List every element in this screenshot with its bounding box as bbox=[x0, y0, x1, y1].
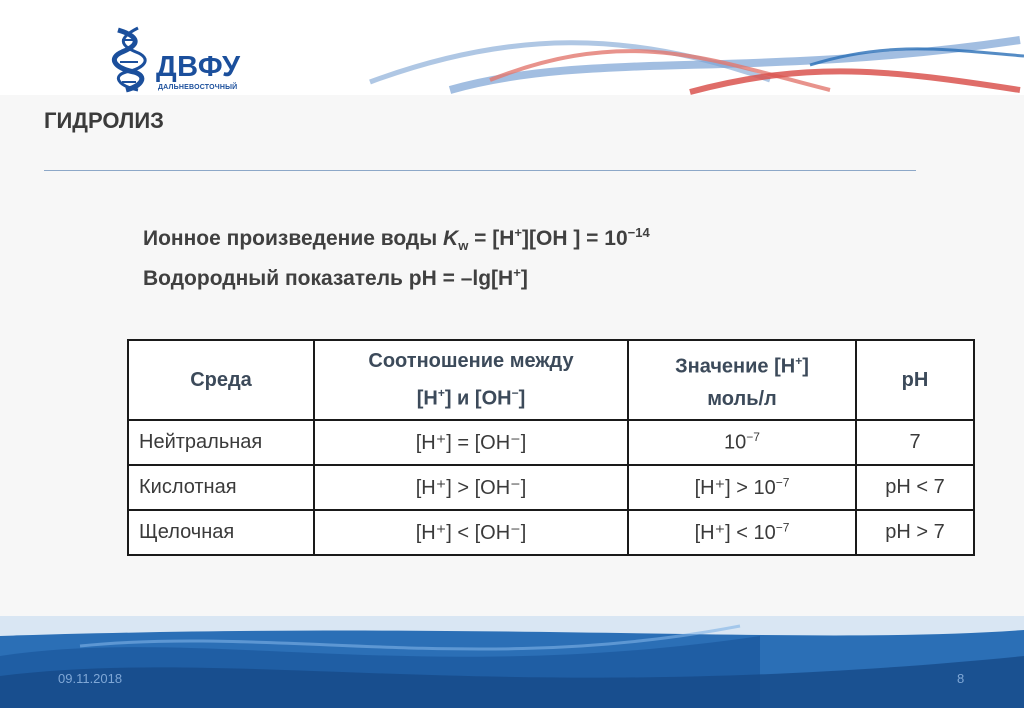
cell-relation: [H⁺] < [OH⁻] bbox=[314, 510, 628, 555]
header-waves-decoration bbox=[330, 20, 1024, 100]
water-ion-product-formula: Ионное произведение воды $K_w = [H^+][OH$ ] = $10^{-14}$ bbox=[143, 225, 650, 254]
cell-relation: [H⁺] = [OH⁻] bbox=[314, 420, 628, 465]
table-row bbox=[128, 510, 974, 555]
university-logo bbox=[108, 22, 260, 94]
cell-medium: Кислотная bbox=[128, 465, 314, 510]
table-row bbox=[128, 420, 974, 465]
header-relation: Соотношение между [H+] и [OH−] bbox=[314, 340, 628, 420]
table-row bbox=[128, 465, 974, 510]
ph-definition-formula: Водородный показатель рН = –lg[H+] bbox=[143, 265, 528, 290]
logo-brand: ДВФУ bbox=[156, 51, 241, 83]
ph-table bbox=[127, 339, 975, 556]
cell-ph: 7 bbox=[856, 420, 974, 465]
header-ph: рН bbox=[856, 340, 974, 420]
logo-subtitle: ДАЛЬНЕВОСТОЧНЫЙ bbox=[158, 84, 238, 91]
header-concentration: Значение [H+] моль/л bbox=[628, 340, 856, 420]
cell-concentration: $10^{-7}$ bbox=[628, 420, 856, 465]
table-header-row bbox=[128, 340, 974, 420]
header-medium: Среда bbox=[128, 340, 314, 420]
page-number: 8 bbox=[957, 671, 965, 686]
helix-logo-icon bbox=[108, 22, 158, 94]
footer-date: 09.11.2018 bbox=[58, 671, 123, 686]
cell-ph: рН > 7 bbox=[856, 510, 974, 555]
cell-relation: [H⁺] > [OH⁻] bbox=[314, 465, 628, 510]
cell-medium: Щелочная bbox=[128, 510, 314, 555]
title-divider bbox=[44, 170, 916, 171]
footer-band bbox=[0, 616, 1024, 708]
slide-title: ГИДРОЛИЗ bbox=[44, 108, 164, 133]
cell-ph: рН < 7 bbox=[856, 465, 974, 510]
footer-waves-decoration bbox=[0, 616, 1024, 708]
cell-concentration: $[H^+] < 10^{-7}$ bbox=[628, 510, 856, 555]
cell-concentration: $[H^+] > 10^{-7}$ bbox=[628, 465, 856, 510]
cell-medium: Нейтральная bbox=[128, 420, 314, 465]
